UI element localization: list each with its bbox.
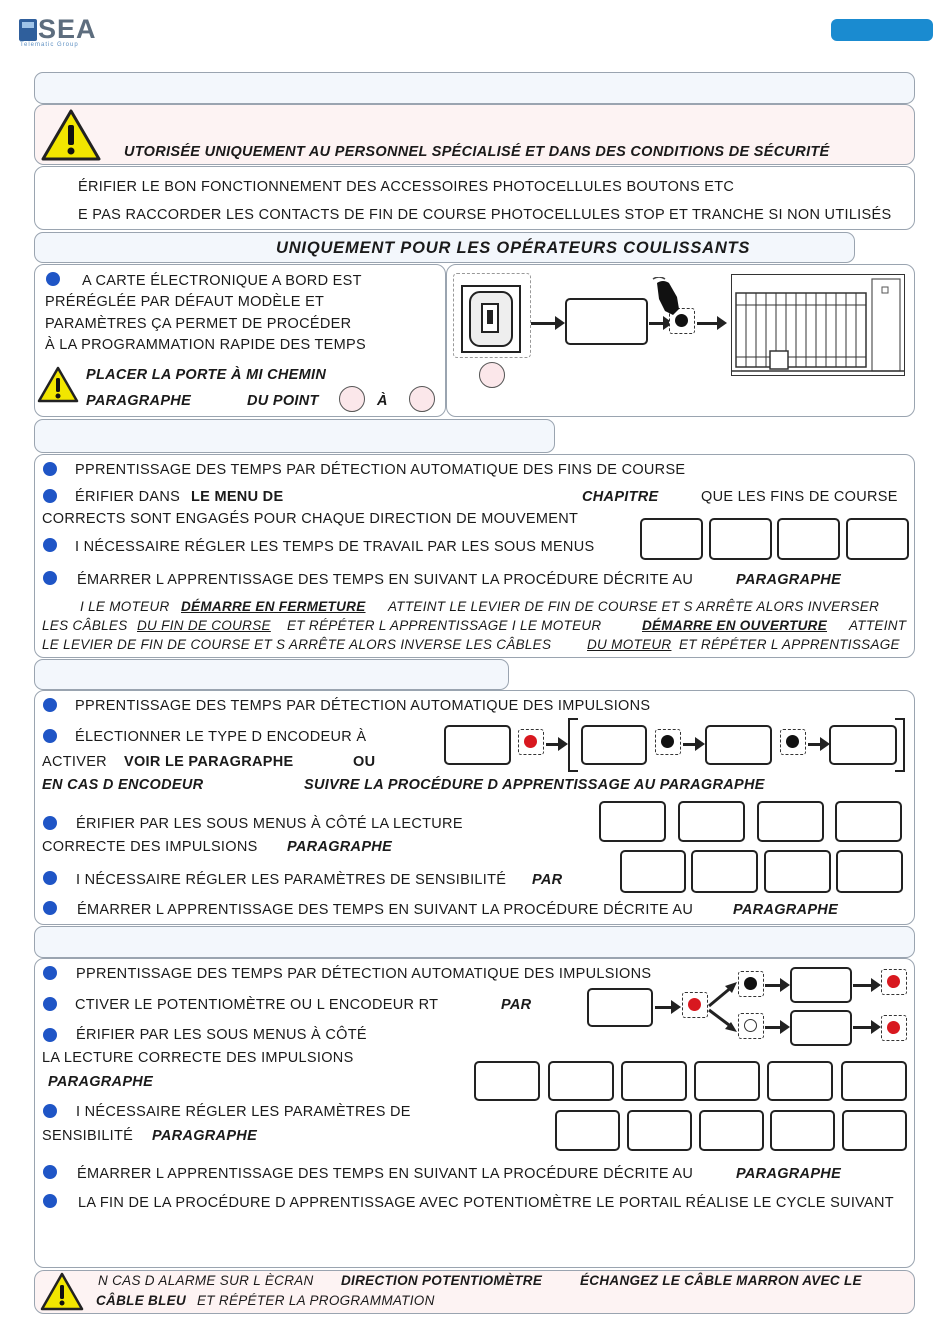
warning-triangle-icon	[37, 366, 79, 404]
warn-placer: PLACER LA PORTE À MI CHEMIN	[86, 367, 327, 383]
branch-arrows	[707, 980, 739, 1036]
s1-note-1c: ATTEINT LE LEVIER DE FIN DE COURSE ET S ARRÊTE ALORS INVERSER	[388, 599, 880, 614]
display-panel	[777, 518, 840, 560]
section-title-bar	[34, 419, 555, 453]
display-panel	[709, 518, 772, 560]
bullet	[43, 871, 57, 885]
s2-b4b: PAR	[532, 872, 563, 888]
black-button-icon	[655, 729, 681, 755]
section-title-bar	[34, 72, 915, 104]
s1-note-1b: DÉMARRE EN FERMETURE	[181, 599, 366, 614]
bullet	[43, 1104, 57, 1118]
bullet	[43, 698, 57, 712]
alarm-l1a: N CAS D ALARME SUR L ÈCRAN	[98, 1273, 314, 1288]
flow-arrow	[531, 322, 557, 325]
bullet	[46, 272, 60, 286]
s1-note-2d: DÉMARRE EN OUVERTURE	[642, 618, 828, 633]
s1-b4-paragraphe: PARAGRAPHE	[736, 572, 842, 588]
flow-arrow	[649, 322, 665, 325]
display-panel	[548, 1061, 614, 1101]
display-panel	[842, 1110, 907, 1151]
display-panel	[555, 1110, 620, 1151]
s1-b2-line2: CORRECTS SONT ENGAGÉS POUR CHAQUE DIRECTION DE MOUVEMENT	[42, 511, 579, 527]
s1-note-2b: DU FIN DE COURSE	[137, 618, 271, 633]
intro-line-2: PRÉRÉGLÉE PAR DÉFAUT MODÈLE ET	[45, 294, 325, 310]
s3-b5b: PARAGRAPHE	[736, 1166, 842, 1182]
s1-note-2a: LES CÂBLES	[42, 618, 128, 633]
brand-name: SEA	[38, 14, 97, 44]
page-tab	[831, 19, 933, 41]
display-panel	[640, 518, 703, 560]
s1-note-3c: ET RÉPÉTER L APPRENTISSAGE	[679, 637, 900, 652]
display-panel	[474, 1061, 540, 1101]
warning-triangle-icon	[40, 1272, 84, 1312]
bullet	[43, 1028, 57, 1042]
s1-b2-menu: LE MENU DE	[191, 489, 284, 505]
s2-b3c: PARAGRAPHE	[287, 839, 393, 855]
display-panel	[767, 1061, 833, 1101]
sea-logo	[18, 16, 118, 50]
warning-text: UTORISÉE UNIQUEMENT AU PERSONNEL SPÉCIALISÉ ET DANS DES CONDITIONS DE SÉCURITÉ	[124, 144, 830, 160]
check-line-1: ÉRIFIER LE BON FONCTIONNEMENT DES ACCESSOIRES PHOTOCELLULES BOUTONS ETC	[78, 179, 735, 195]
intro-line-4: À LA PROGRAMMATION RAPIDE DES TEMPS	[45, 337, 366, 353]
s2-b2b: ACTIVER	[42, 754, 107, 770]
s3-b2a: CTIVER LE POTENTIOMÈTRE OU L ENCODEUR RT	[75, 997, 439, 1013]
s2-bullet-1: PPRENTISSAGE DES TEMPS PAR DÉTECTION AUTOMATIQUE DES IMPULSIONS	[75, 698, 651, 714]
section-title-bar	[34, 926, 915, 958]
s2-b2c: VOIR LE PARAGRAPHE	[124, 754, 294, 770]
display-panel	[757, 801, 824, 842]
s3-bullet-1: PPRENTISSAGE DES TEMPS PAR DÉTECTION AUTOMATIQUE DES IMPULSIONS	[76, 966, 652, 982]
s2-b2f: SUIVRE LA PROCÉDURE D APPRENTISSAGE AU PARAGRAPHE	[304, 777, 765, 793]
white-button-icon	[738, 1013, 764, 1039]
s3-b4b: SENSIBILITÉ	[42, 1128, 134, 1144]
flow-arrow	[765, 984, 782, 987]
flow-arrow	[808, 743, 822, 746]
s3-b3a: ÉRIFIER PAR LES SOUS MENUS À CÔTÉ	[76, 1027, 367, 1043]
s2-b2e: EN CAS D ENCODEUR	[42, 777, 204, 793]
point-marker-a	[339, 386, 365, 412]
alarm-l1b: DIRECTION POTENTIOMÈTRE	[341, 1273, 543, 1288]
display-panel	[599, 801, 666, 842]
warning-triangle-icon	[40, 108, 102, 162]
s1-bullet-3: I NÉCESSAIRE RÉGLER LES TEMPS DE TRAVAIL PAR LES SOUS MENUS	[75, 539, 595, 555]
alarm-l2a: CÂBLE BLEU	[96, 1293, 186, 1308]
brand-tagline: Telematic Group	[20, 42, 79, 48]
display-panel	[699, 1110, 764, 1151]
display-panel	[587, 988, 653, 1027]
sliding-title: UNIQUEMENT POUR LES OPÉRATEURS COULISSANTS	[276, 239, 751, 257]
s2-b5a: ÉMARRER L APPRENTISSAGE DES TEMPS EN SUIVANT LA PROCÉDURE DÉCRITE AU	[77, 902, 694, 918]
bullet	[43, 729, 57, 743]
bracket-right	[895, 718, 905, 772]
display-panel	[790, 967, 852, 1003]
red-button-icon	[881, 969, 907, 995]
flow-arrow	[683, 743, 697, 746]
section-title-bar	[34, 659, 509, 690]
flow-arrow	[765, 1026, 782, 1029]
point-marker-c	[479, 362, 505, 388]
bullet	[43, 538, 57, 552]
flow-arrow	[853, 1026, 873, 1029]
display-panel	[841, 1061, 907, 1101]
s1-note-3a: LE LEVIER DE FIN DE COURSE ET S ARRÊTE ALORS INVERSE LES CÂBLES	[42, 637, 552, 652]
s3-b2b: PAR	[501, 997, 532, 1013]
display-panel	[678, 801, 745, 842]
display-panel	[444, 725, 511, 765]
display-panel	[705, 725, 772, 765]
display-panel	[620, 850, 686, 893]
bullet	[43, 571, 57, 585]
s1-b2-verify: ÉRIFIER DANS	[75, 489, 181, 505]
bullet	[43, 966, 57, 980]
bullet	[43, 997, 57, 1011]
flow-arrow	[655, 1006, 673, 1009]
display-panel	[764, 850, 831, 893]
display-panel	[565, 298, 648, 345]
finger-press-icon	[649, 277, 685, 317]
s2-b2d: OU	[353, 754, 376, 770]
sliding-gate-icon	[732, 275, 904, 375]
s2-b2a: ÉLECTIONNER LE TYPE D ENCODEUR À	[75, 729, 367, 745]
s3-b3b: LA LECTURE CORRECTE DES IMPULSIONS	[42, 1050, 354, 1066]
bullet	[43, 1165, 57, 1179]
s1-note-2e: ATTEINT	[849, 618, 907, 633]
s2-b3a: ÉRIFIER PAR LES SOUS MENUS À CÔTÉ LA LECTURE	[76, 816, 463, 832]
black-button-icon	[738, 971, 764, 997]
bullet	[43, 1194, 57, 1208]
red-button-icon	[518, 729, 544, 755]
warn-paragraphe: PARAGRAPHE	[86, 393, 192, 409]
s2-b3b: CORRECTE DES IMPULSIONS	[42, 839, 258, 855]
control-box-icon	[454, 274, 528, 356]
black-button-icon	[780, 729, 806, 755]
display-panel	[621, 1061, 687, 1101]
display-panel	[627, 1110, 692, 1151]
bullet	[43, 901, 57, 915]
s3-b4a: I NÉCESSAIRE RÉGLER LES PARAMÈTRES DE	[76, 1104, 411, 1120]
warn-a: À	[377, 393, 388, 409]
s2-b4a: I NÉCESSAIRE RÉGLER LES PARAMÈTRES DE SENSIBILITÉ	[76, 872, 507, 888]
bullet	[43, 489, 57, 503]
intro-line-3: PARAMÈTRES ÇA PERMET DE PROCÉDER	[45, 316, 352, 332]
warn-du-point: DU POINT	[247, 393, 319, 409]
alarm-l2b: ET RÉPÉTER LA PROGRAMMATION	[197, 1293, 435, 1308]
s1-note-3b: DU MOTEUR	[587, 637, 672, 652]
flow-arrow	[853, 984, 873, 987]
s3-b4c: PARAGRAPHE	[152, 1128, 258, 1144]
display-panel	[691, 850, 758, 893]
s2-b5b: PARAGRAPHE	[733, 902, 839, 918]
s1-note-2c: ET RÉPÉTER L APPRENTISSAGE I LE MOTEUR	[287, 618, 602, 633]
display-panel	[581, 725, 647, 765]
s1-bullet-1: PPRENTISSAGE DES TEMPS PAR DÉTECTION AUTOMATIQUE DES FINS DE COURSE	[75, 462, 686, 478]
display-panel	[846, 518, 909, 560]
s1-b4: ÉMARRER L APPRENTISSAGE DES TEMPS EN SUIVANT LA PROCÉDURE DÉCRITE AU	[77, 572, 694, 588]
display-panel	[829, 725, 897, 765]
s1-note-1a: I LE MOTEUR	[80, 599, 170, 614]
display-panel	[790, 1010, 852, 1046]
s1-b2-chapitre: CHAPITRE	[582, 489, 659, 505]
display-panel	[770, 1110, 835, 1151]
s3-b5a: ÉMARRER L APPRENTISSAGE DES TEMPS EN SUIVANT LA PROCÉDURE DÉCRITE AU	[77, 1166, 694, 1182]
bracket-left	[568, 718, 578, 772]
sliding-gate-image	[731, 274, 905, 376]
alarm-l1c: ÉCHANGEZ LE CÂBLE MARRON AVEC LE	[580, 1273, 862, 1288]
check-line-2: E PAS RACCORDER LES CONTACTS DE FIN DE COURSE PHOTOCELLULES STOP ET TRANCHE SI NON UTILISÉS	[78, 207, 892, 223]
bullet	[43, 462, 57, 476]
point-marker-b	[409, 386, 435, 412]
control-unit-image	[453, 273, 531, 358]
red-button-icon	[881, 1015, 907, 1041]
flow-arrow	[697, 322, 719, 325]
s1-b2-tail: QUE LES FINS DE COURSE	[701, 489, 898, 505]
intro-line-1: A CARTE ÉLECTRONIQUE A BORD EST	[82, 273, 362, 289]
s3-b3c: PARAGRAPHE	[48, 1074, 154, 1090]
display-panel	[836, 850, 903, 893]
s3-b6: LA FIN DE LA PROCÉDURE D APPRENTISSAGE AVEC POTENTIOMÈTRE LE PORTAIL RÉALISE LE CYCLE SUIVANT	[78, 1195, 894, 1211]
display-panel	[694, 1061, 760, 1101]
bullet	[43, 816, 57, 830]
flow-arrow	[546, 743, 560, 746]
red-button-icon	[682, 992, 708, 1018]
display-panel	[835, 801, 902, 842]
